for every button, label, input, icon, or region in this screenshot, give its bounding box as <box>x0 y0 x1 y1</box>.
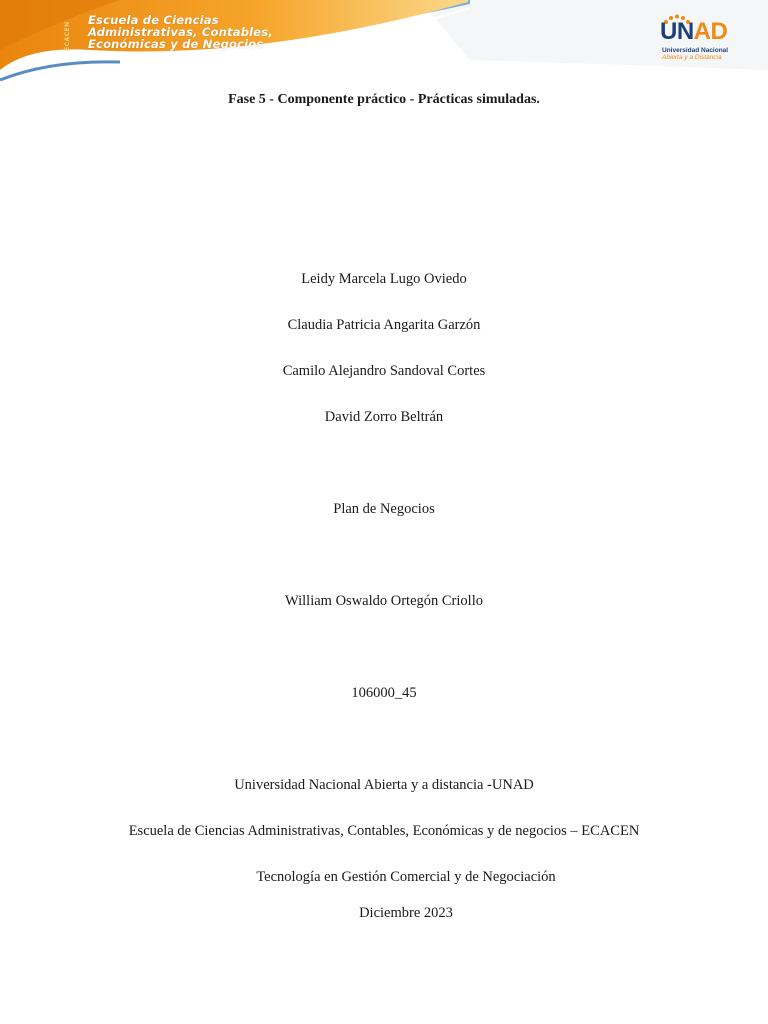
group-number: 106000_45 <box>351 685 417 701</box>
school-line-2: Administrativas, Contables, <box>88 25 273 39</box>
document-title: Fase 5 - Componente práctico - Prácticas simuladas. <box>228 92 540 107</box>
author-3: Camilo Alejandro Sandoval Cortes <box>282 363 486 379</box>
logo-word-un: UN <box>660 18 694 45</box>
logo-word-ad: AD <box>693 18 728 45</box>
ecacen-vertical-label: ECACEN <box>64 21 71 51</box>
document-date: Diciembre 2023 <box>359 905 453 921</box>
program-name: Tecnología en Gestión Comercial y de Negociación <box>256 869 556 885</box>
course-name: Plan de Negocios <box>333 501 435 517</box>
school-line-1: Escuela de Ciencias <box>88 13 219 27</box>
author-1: Leidy Marcela Lugo Oviedo <box>301 271 467 287</box>
unad-logo <box>660 14 742 62</box>
school-name-banner <box>88 14 273 50</box>
author-4: David Zorro Beltrán <box>324 409 444 425</box>
tutor-name: William Oswaldo Ortegón Criollo <box>285 593 483 609</box>
unad-wordmark <box>660 18 727 46</box>
university-name: Universidad Nacional Abierta y a distancia -UNAD <box>234 777 534 793</box>
logo-subtitle-2: Abierta y a Distancia <box>662 54 722 61</box>
logo-subtitle-1: Universidad Nacional <box>662 47 729 54</box>
school-name: Escuela de Ciencias Administrativas, Contables, Económicas y de negocios – ECACEN <box>128 823 640 839</box>
school-line-3: Económicas y de Negocios <box>88 37 264 51</box>
header-banner <box>0 0 768 84</box>
author-2: Claudia Patricia Angarita Garzón <box>287 317 481 333</box>
